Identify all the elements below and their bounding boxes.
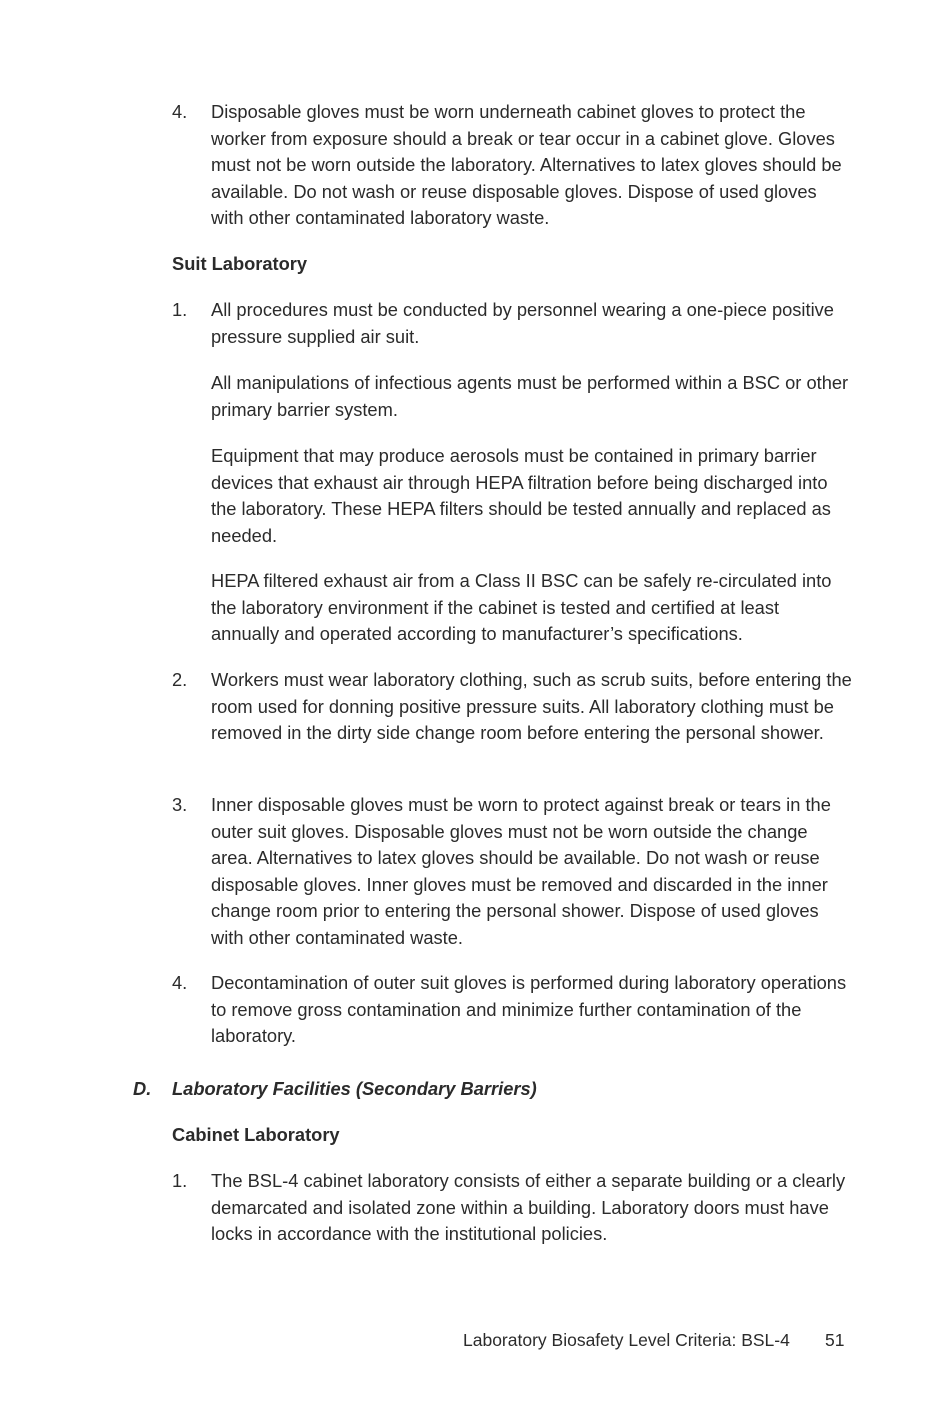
list-item-text: Decontamination of outer suit gloves is performed during laboratory operations to remove gross contamination and minimize further contamination of the laboratory. <box>211 972 847 1046</box>
list-number: 4. <box>172 101 188 122</box>
page-number: 51 <box>825 1330 845 1350</box>
list-item-text: Inner disposable gloves must be worn to protect against break or tears in the outer suit gloves. Disposable gloves must not be worn outside the change area. Alternatives to latex gloves should be available. Do not wash or reuse disposable gloves. Inner gloves must be removed and discarded in the inner change room prior to entering the personal shower. Dispose of used gloves with other contaminated waste. <box>211 794 831 948</box>
list-item-suit-2 <box>172 667 852 747</box>
section-heading-facilities <box>133 1076 853 1103</box>
list-item-text: Disposable gloves must be worn underneath cabinet gloves to protect the worker from exposure should a break or tear occur in a cabinet glove. Gloves must not be worn outside the laboratory. Alternatives to latex gloves should be available. Do not wash or reuse disposable gloves. Dispose of used gloves with other contaminated laboratory waste. <box>211 101 842 228</box>
section-letter: D. <box>133 1078 152 1099</box>
subheading-cabinet-laboratory: Cabinet Laboratory <box>172 1124 340 1145</box>
list-item-text: Workers must wear laboratory clothing, such as scrub suits, before entering the room used for donning positive pressure suits. All laboratory clothing must be removed in the dirty side change room before entering the personal shower. <box>211 669 852 743</box>
list-number: 1. <box>172 1170 188 1191</box>
list-item-cabinet-1 <box>172 1168 852 1248</box>
section-title: Laboratory Facilities (Secondary Barriers) <box>172 1078 537 1099</box>
list-number: 4. <box>172 972 188 993</box>
list-number: 2. <box>172 669 188 690</box>
list-item-gloves-cabinet <box>172 99 852 232</box>
footer-title: Laboratory Biosafety Level Criteria: BSL-4 <box>463 1330 790 1350</box>
list-number: 1. <box>172 299 188 320</box>
list-item-suit-3 <box>172 792 852 951</box>
list-item-text: The BSL-4 cabinet laboratory consists of either a separate building or a clearly demarcated and isolated zone within a building. Laboratory doors must have locks in accordance with the institutional policies. <box>211 1170 846 1244</box>
list-item-suit-4 <box>172 970 852 1050</box>
paragraph-hepa-exhaust: HEPA filtered exhaust air from a Class II BSC can be safely re-circulated into the laboratory environment if the cabinet is tested and certified at least annually and operated according to manufacturer’s specifications. <box>211 570 832 644</box>
list-item-suit-1 <box>172 297 852 350</box>
list-item-text: All procedures must be conducted by personnel wearing a one-piece positive pressure supplied air suit. <box>211 299 834 347</box>
paragraph-bsc-manipulations: All manipulations of infectious agents must be performed within a BSC or other primary barrier system. <box>211 372 849 420</box>
paragraph-aerosol-equipment: Equipment that may produce aerosols must be contained in primary barrier devices that exhaust air through HEPA filtration before being discharged into the laboratory. These HEPA filters should be tested annually and replaced as needed. <box>211 445 831 546</box>
list-number: 3. <box>172 794 188 815</box>
subheading-suit-laboratory: Suit Laboratory <box>172 253 308 274</box>
